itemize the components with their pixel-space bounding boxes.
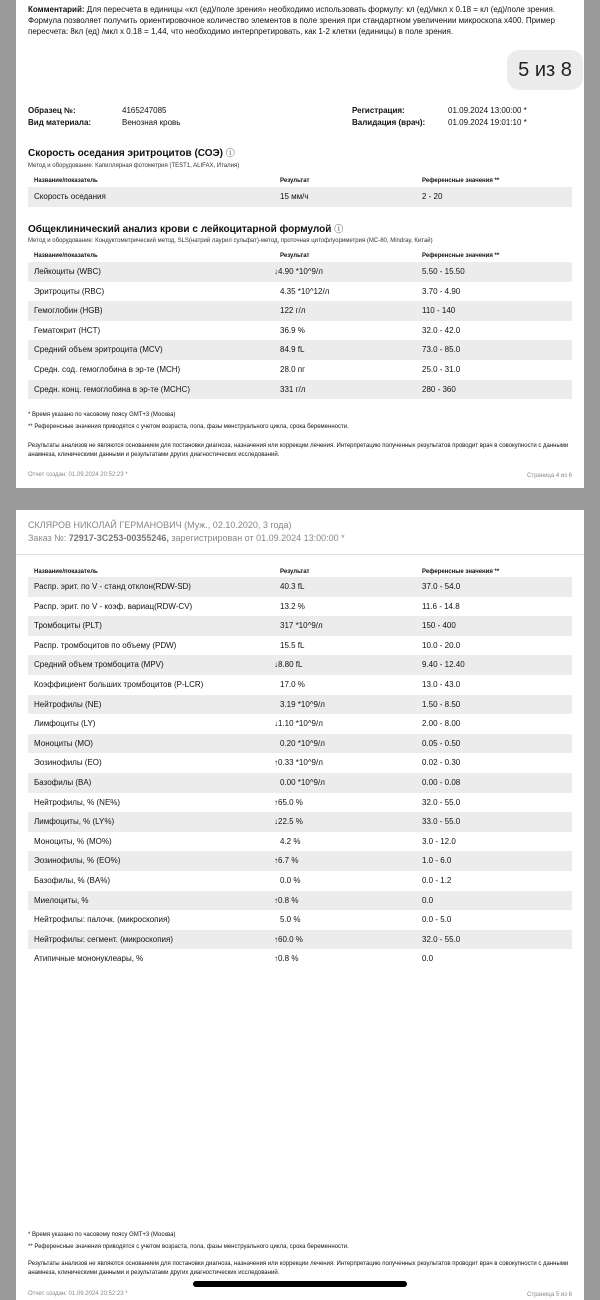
arrow-up-icon: ↑ bbox=[274, 895, 278, 905]
result-value: 65.0 % bbox=[278, 797, 303, 807]
row-result bbox=[274, 896, 298, 905]
arrow-up-icon: ↑ bbox=[274, 797, 278, 807]
row-result bbox=[280, 192, 309, 201]
row-reference: 5.50 - 15.50 bbox=[422, 267, 465, 276]
esr-method: Метод и оборудование: Капиллярная фотометрия (TEST1, ALIFAX, Италия) bbox=[28, 163, 240, 169]
row-result bbox=[280, 365, 305, 374]
report-page-5 bbox=[16, 510, 584, 1300]
table-row bbox=[28, 871, 572, 891]
row-name: Базофилы, % (BA%) bbox=[34, 875, 110, 885]
row-name: Распр. эрит. по V - станд отклон(RDW-SD) bbox=[34, 582, 191, 591]
row-result bbox=[280, 345, 304, 354]
row-reference: 32.0 - 55.0 bbox=[422, 797, 461, 807]
row-result bbox=[280, 876, 300, 885]
row-name: Эритроциты (RBC) bbox=[34, 286, 105, 296]
report-created: Отчет создан: 01.09.2024 20:52:23 * bbox=[28, 472, 128, 478]
row-name: Распр. тромбоцитов по объему (PDW) bbox=[34, 640, 177, 650]
validation-value: 01.09.2024 19:01:10 * bbox=[448, 118, 527, 127]
row-result bbox=[280, 287, 329, 296]
row-reference: 9.40 - 12.40 bbox=[422, 660, 465, 670]
cbc-title: Общеклинический анализ крови с лейкоцитарной формулой ⓘ bbox=[28, 224, 344, 235]
divider bbox=[16, 554, 584, 555]
table-row bbox=[28, 577, 572, 597]
row-name: Эозинофилы, % (EO%) bbox=[34, 856, 121, 866]
table-row bbox=[28, 714, 572, 734]
header-name: Название/показатель bbox=[34, 253, 98, 259]
header-result: Результат bbox=[280, 178, 310, 184]
row-name: Скорость оседания bbox=[34, 192, 106, 201]
table-row bbox=[28, 301, 572, 321]
row-reference: 0.05 - 0.50 bbox=[422, 738, 461, 748]
patient-info: СКЛЯРОВ НИКОЛАЙ ГЕРМАНОВИЧ (Муж., 02.10.2020, 3 года) bbox=[28, 520, 292, 530]
row-name: Эозинофилы (EO) bbox=[34, 758, 102, 768]
registration-label: Регистрация: bbox=[352, 106, 405, 115]
row-name: Лимфоциты, % (LY%) bbox=[34, 817, 115, 827]
row-name: Атипичные мононуклеары, % bbox=[34, 954, 144, 964]
row-name: Лимфоциты (LY) bbox=[34, 719, 96, 729]
row-reference: 13.0 - 43.0 bbox=[422, 679, 461, 689]
header-result: Результат bbox=[280, 569, 310, 575]
row-reference: 0.0 - 5.0 bbox=[422, 915, 452, 925]
result-value: 17.0 % bbox=[280, 679, 305, 689]
row-result bbox=[274, 798, 303, 807]
result-value: 0.33 *10^9/л bbox=[278, 758, 323, 768]
row-reference: 280 - 360 bbox=[422, 384, 456, 394]
page-number: Страница 4 из 6 bbox=[527, 473, 572, 479]
row-result bbox=[280, 602, 305, 611]
row-result bbox=[274, 758, 323, 767]
row-name: Нейтрофилы: сегмент. (микроскопия) bbox=[34, 934, 173, 944]
row-name: Средн. конц. гемоглобина в эр-те (MCHC) bbox=[34, 384, 190, 394]
result-value: 36.9 % bbox=[280, 325, 305, 335]
validation-label: Валидация (врач): bbox=[352, 118, 426, 127]
row-reference: 0.02 - 0.30 bbox=[422, 758, 461, 768]
row-reference: 32.0 - 55.0 bbox=[422, 934, 461, 944]
row-reference: 2.00 - 8.00 bbox=[422, 719, 461, 729]
row-result bbox=[280, 700, 325, 709]
row-name: Моноциты, % (MO%) bbox=[34, 836, 112, 846]
disclaimer: Результаты анализов не являются основанием для постановки диагноза, назначения или коррекции лечения. Интерпретацию полученных результатов проводит врач в совокупности с данными анамнеза, клиническими данными и результатами других диагностических исследований. bbox=[28, 443, 569, 458]
result-value: 28.0 пг bbox=[280, 364, 306, 374]
result-value: 6.7 % bbox=[278, 856, 299, 866]
row-result bbox=[274, 660, 302, 669]
page-counter: 5 из 8 bbox=[507, 50, 583, 90]
result-value: 84.9 fL bbox=[280, 345, 305, 355]
row-reference: 1.0 - 6.0 bbox=[422, 856, 452, 866]
row-name: Средн. сод. гемоглобина в эр-те (MCH) bbox=[34, 364, 181, 374]
row-name: Моноциты (MO) bbox=[34, 738, 93, 748]
table-row bbox=[28, 851, 572, 871]
info-icon[interactable]: ⓘ bbox=[334, 224, 344, 234]
table-row bbox=[28, 262, 572, 282]
cbc-table bbox=[28, 262, 572, 399]
row-reference: 3.0 - 12.0 bbox=[422, 836, 456, 846]
row-name: Лейкоциты (WBC) bbox=[34, 267, 101, 276]
row-reference: 32.0 - 42.0 bbox=[422, 325, 461, 335]
result-value: 0.20 *10^9/л bbox=[280, 738, 325, 748]
table-row bbox=[28, 636, 572, 656]
row-result bbox=[274, 954, 298, 963]
row-reference: 25.0 - 31.0 bbox=[422, 364, 461, 374]
table-row bbox=[28, 360, 572, 380]
result-value: 122 г/л bbox=[280, 306, 306, 316]
result-value: 4.2 % bbox=[280, 836, 301, 846]
row-result bbox=[274, 719, 323, 728]
table-row bbox=[28, 597, 572, 617]
table-row bbox=[28, 910, 572, 930]
table-row bbox=[28, 812, 572, 832]
table-row bbox=[28, 930, 572, 950]
result-value: 3.19 *10^9/л bbox=[280, 699, 325, 709]
sample-value: 4165247085 bbox=[122, 106, 167, 115]
table-row bbox=[28, 734, 572, 754]
esr-title: Скорость оседания эритроцитов (СОЭ) ⓘ bbox=[28, 148, 235, 159]
row-reference: 110 - 140 bbox=[422, 306, 456, 316]
row-result bbox=[280, 385, 305, 394]
row-name: Базофилы (BA) bbox=[34, 777, 92, 787]
row-result bbox=[280, 739, 325, 748]
comment-label: Комментарий: bbox=[28, 5, 85, 14]
table-row bbox=[28, 832, 572, 852]
row-name: Гемоглобин (HGB) bbox=[34, 306, 103, 316]
result-value: 13.2 % bbox=[280, 601, 305, 611]
row-name: Гематокрит (HCT) bbox=[34, 325, 101, 335]
result-value: 4.35 *10^12/л bbox=[280, 286, 330, 296]
material-value: Венозная кровь bbox=[122, 118, 181, 127]
result-value: 5.0 % bbox=[280, 915, 301, 925]
table-row bbox=[28, 616, 572, 636]
cbc-method: Метод и оборудование: Кондуктометрический метод, SLS(натрий лаурил сульфат)-метод, проточная цитофлуориметрия (MC-80, Mindray, Китай) bbox=[28, 238, 433, 244]
result-value: 331 г/л bbox=[280, 384, 306, 394]
arrow-up-icon: ↑ bbox=[274, 934, 278, 944]
home-indicator[interactable] bbox=[193, 1281, 407, 1287]
table-row bbox=[28, 321, 572, 341]
arrow-down-icon: ↓ bbox=[274, 817, 278, 827]
arrow-up-icon: ↑ bbox=[274, 954, 278, 964]
header-name: Название/показатель bbox=[34, 569, 98, 575]
row-reference: 33.0 - 55.0 bbox=[422, 817, 461, 827]
comment-text: Для пересчета в единицы «кл (ед)/поле зрения» необходимо использовать формулу: кл (ед)/мкл х 0.18 = кл (ед)/поле зрения. Формула позволяет получить ориентировочное количество элементов в поле зрения при стандартном увеличении микроскопа х400. Пример пересчета: 8кл (ед) /мкл х 0.18 = 1,44, что необходимо интерпретировать, как 1-2 клетки (единицы) в поле зрения. bbox=[28, 5, 556, 36]
row-name: Нейтрофилы, % (NE%) bbox=[34, 797, 121, 807]
arrow-down-icon: ↓ bbox=[274, 267, 278, 276]
result-value: 1.10 *10^9/л bbox=[278, 719, 323, 729]
row-reference: 37.0 - 54.0 bbox=[422, 582, 461, 591]
report-created: Отчет создан: 01.09.2024 20:52:23 * bbox=[28, 1291, 128, 1297]
table-row bbox=[28, 187, 572, 207]
row-result bbox=[280, 621, 323, 630]
row-reference: 0.0 bbox=[422, 895, 434, 905]
result-value: 0.8 % bbox=[278, 954, 299, 964]
result-value: 15.5 fL bbox=[280, 640, 305, 650]
row-reference: 3.70 - 4.90 bbox=[422, 286, 461, 296]
table-row bbox=[28, 340, 572, 360]
sample-label: Образец №: bbox=[28, 106, 76, 115]
row-result bbox=[274, 856, 298, 865]
order-info: Заказ №: 72917-3C253-00355246, зарегистрирован от 01.09.2024 13:00:00 * bbox=[28, 533, 345, 543]
page-number: Страница 5 из 6 bbox=[527, 1292, 572, 1298]
registration-value: 01.09.2024 13:00:00 * bbox=[448, 106, 527, 115]
row-result bbox=[274, 267, 323, 276]
reference-note: ** Референсные значения приводятся с учетом возраста, пола, фазы менструального цикла, срока беременности. bbox=[28, 1244, 349, 1250]
arrow-up-icon: ↑ bbox=[274, 856, 278, 866]
header-ref: Референсные значения ** bbox=[422, 569, 500, 575]
row-name: Миелоциты, % bbox=[34, 895, 89, 905]
table-row bbox=[28, 891, 572, 911]
row-result bbox=[280, 837, 300, 846]
timezone-note: * Время указано по часовому поясу GMT+3 (Москва) bbox=[28, 1232, 176, 1238]
order-number: 72917-3C253-00355246, bbox=[68, 533, 169, 543]
cbc-table-continued bbox=[28, 577, 572, 969]
row-result bbox=[280, 582, 304, 591]
table-row bbox=[28, 655, 572, 675]
row-reference: 1.50 - 8.50 bbox=[422, 699, 461, 709]
row-result bbox=[274, 817, 303, 826]
table-row bbox=[28, 773, 572, 793]
row-reference: 10.0 - 20.0 bbox=[422, 640, 461, 650]
row-reference: 150 - 400 bbox=[422, 621, 456, 631]
result-value: 0.8 % bbox=[278, 895, 299, 905]
result-value: 317 *10^9/л bbox=[280, 621, 323, 631]
reference-note: ** Референсные значения приводятся с учетом возраста, пола, фазы менструального цикла, срока беременности. bbox=[28, 424, 349, 430]
row-name: Распр. эрит. по V - коэф. вариац(RDW-CV) bbox=[34, 601, 193, 611]
row-name: Тромбоциты (PLT) bbox=[34, 621, 102, 631]
row-name: Средний объем эритроцита (MCV) bbox=[34, 345, 163, 355]
row-name: Коэффициент больших тромбоцитов (P-LCR) bbox=[34, 679, 204, 689]
result-value: 40.3 fL bbox=[280, 582, 305, 591]
info-icon[interactable]: ⓘ bbox=[225, 148, 235, 158]
arrow-down-icon: ↓ bbox=[274, 719, 278, 729]
row-result bbox=[280, 641, 304, 650]
esr-table bbox=[28, 187, 572, 207]
row-reference: 73.0 - 85.0 bbox=[422, 345, 461, 355]
row-result bbox=[274, 935, 303, 944]
result-value: 0.0 % bbox=[280, 875, 301, 885]
arrow-down-icon: ↓ bbox=[274, 660, 278, 670]
row-name: Нейтрофилы: палочк. (микроскопия) bbox=[34, 915, 170, 925]
row-reference: 0.00 - 0.08 bbox=[422, 777, 461, 787]
row-result bbox=[280, 680, 305, 689]
table-row bbox=[28, 793, 572, 813]
arrow-up-icon: ↑ bbox=[274, 758, 278, 768]
table-row bbox=[28, 380, 572, 400]
result-value: 22.5 % bbox=[278, 817, 303, 827]
row-result bbox=[280, 306, 305, 315]
table-row bbox=[28, 949, 572, 969]
row-result bbox=[280, 778, 325, 787]
result-value: 15 мм/ч bbox=[280, 192, 309, 201]
result-value: 8.80 fL bbox=[278, 660, 303, 670]
timezone-note: * Время указано по часовому поясу GMT+3 (Москва) bbox=[28, 412, 176, 418]
result-value: 0.00 *10^9/л bbox=[280, 777, 325, 787]
header-ref: Референсные значения ** bbox=[422, 178, 500, 184]
comment-block bbox=[28, 4, 576, 37]
row-reference: 11.6 - 14.8 bbox=[422, 601, 460, 611]
disclaimer: Результаты анализов не являются основанием для постановки диагноза, назначения или коррекции лечения. Интерпретацию полученных результатов проводит врач в совокупности с данными анамнеза, клиническими данными и результатами других диагностических исследований. bbox=[28, 1261, 569, 1276]
table-row bbox=[28, 282, 572, 302]
row-name: Нейтрофилы (NE) bbox=[34, 699, 102, 709]
header-name: Название/показатель bbox=[34, 178, 98, 184]
row-name: Средний объем тромбоцита (MPV) bbox=[34, 660, 164, 670]
material-label: Вид материала: bbox=[28, 118, 92, 127]
row-reference: 0.0 bbox=[422, 954, 434, 964]
row-reference: 2 - 20 bbox=[422, 192, 443, 201]
header-ref: Референсные значения ** bbox=[422, 253, 500, 259]
report-page-4 bbox=[16, 0, 584, 488]
row-result bbox=[280, 915, 300, 924]
table-row bbox=[28, 753, 572, 773]
row-result bbox=[280, 326, 305, 335]
header-result: Результат bbox=[280, 253, 310, 259]
result-value: 4.90 *10^9/л bbox=[278, 267, 323, 276]
table-row bbox=[28, 695, 572, 715]
row-reference: 0.0 - 1.2 bbox=[422, 875, 452, 885]
result-value: 60.0 % bbox=[278, 934, 303, 944]
table-row bbox=[28, 675, 572, 695]
